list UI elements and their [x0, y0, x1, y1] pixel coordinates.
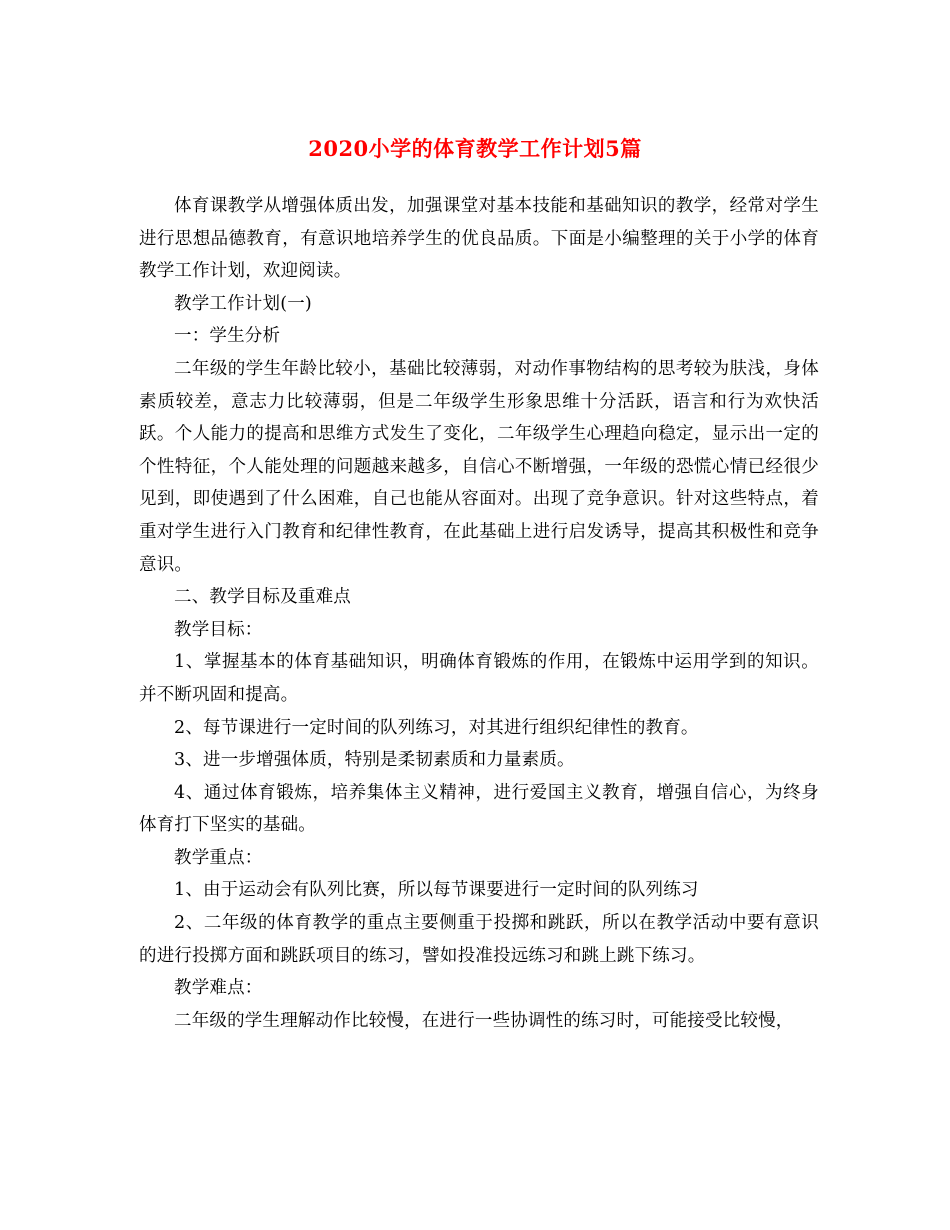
- section-heading-plan-one: 教学工作计划(一): [174, 293, 312, 314]
- section-heading-student-analysis: 一：学生分析: [174, 326, 281, 347]
- goal-item-4: 4、通过体育锻炼，培养集体主义精神，进行爱国主义教育，增强自信心，为终身体育打下坚实的基础。: [139, 782, 819, 836]
- key-point-item-2: 2、二年级的体育教学的重点主要侧重于投掷和跳跃，所以在教学活动中要有意识的进行投掷方面和跳跃项目的练习，譬如投准投远练习和跳上跳下练习。: [139, 913, 819, 966]
- goals-label: 教学目标：: [174, 619, 263, 640]
- document-title: 2020小学的体育教学工作计划5篇: [308, 136, 642, 162]
- key-points-label: 教学重点：: [174, 847, 263, 868]
- document-body: [139, 190, 819, 1037]
- goal-item-2: 2、每节课进行一定时间的队列练习，对其进行组织纪律性的教育。: [174, 717, 699, 738]
- section-heading-goals: 二、教学目标及重难点: [174, 587, 351, 608]
- difficulties-paragraph: 二年级的学生理解动作比较慢，在进行一些协调性的练习时，可能接受比较慢，: [174, 1010, 794, 1031]
- student-analysis-paragraph: 二年级的学生年龄比较小，基础比较薄弱，对动作事物结构的思考较为肤浅，身体素质较差，意志力比较薄弱，但是二年级学生形象思维十分活跃，语言和行为欢快活跃。个人能力的提高和思维方式发生了变化，二年级学生心理趋向稳定，显示出一定的个性特征，个人能处理的问题越来越多，自信心不断增强，一年级的恐慌心情已经很少见到，即使遇到了什么困难，自己也能从容面对。出现了竞争意识。针对这些特点，着重对学生进行入门教育和纪律性教育，在此基础上进行启发诱导，提高其积极性和竞争意识。: [139, 358, 819, 575]
- goal-item-3: 3、进一步增强体质，特别是柔韧素质和力量素质。: [174, 750, 575, 771]
- intro-paragraph: 体育课教学从增强体质出发，加强课堂对基本技能和基础知识的教学，经常对学生进行思想品德教育，有意识地培养学生的优良品质。下面是小编整理的关于小学的体育教学工作计划，欢迎阅读。: [139, 196, 819, 282]
- key-point-item-1: 1、由于运动会有队列比赛，所以每节课要进行一定时间的队列练习: [174, 880, 699, 901]
- goal-item-1: 1、掌握基本的体育基础知识，明确体育锻炼的作用，在锻炼中运用学到的知识。并不断巩固和提高。: [139, 652, 819, 705]
- difficulties-label: 教学难点：: [174, 978, 263, 999]
